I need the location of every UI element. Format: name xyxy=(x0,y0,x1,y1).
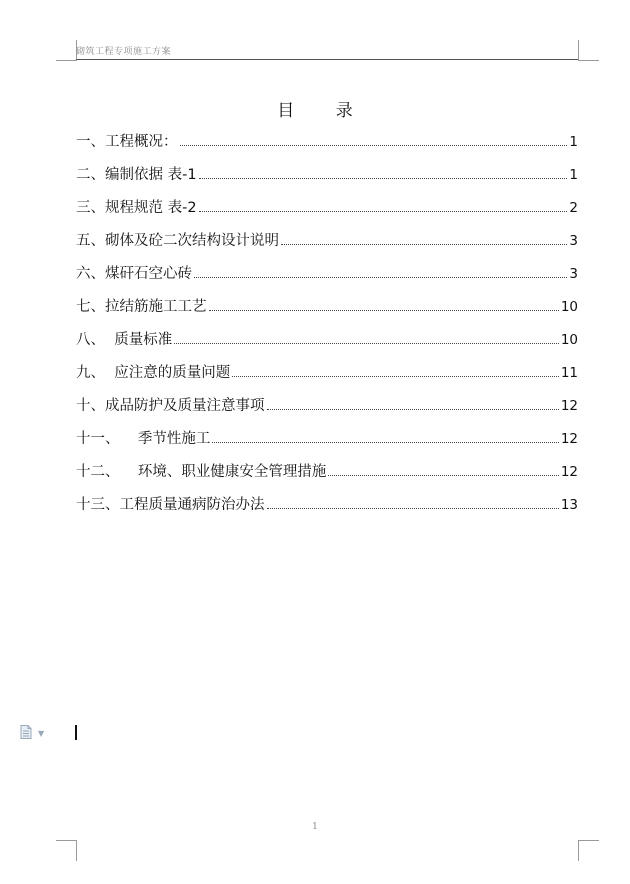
toc-title: 目 录 xyxy=(277,101,371,121)
toc-entry[interactable] xyxy=(76,130,578,163)
toc-entry-label: 八、 质量标准 xyxy=(76,332,173,348)
toc-entry-label: 六、煤矸石空心砖 xyxy=(76,266,192,282)
toc-entry-label: 一、工程概况： xyxy=(76,134,178,150)
toc-entry[interactable] xyxy=(76,394,578,427)
toc-entry-page: 11 xyxy=(560,365,578,381)
toc-list xyxy=(76,130,578,526)
toc-entry-page: 1 xyxy=(569,134,578,150)
toc-entry-label: 七、拉结筋施工工艺 xyxy=(76,299,207,315)
toc-entry[interactable] xyxy=(76,427,578,460)
document-icon[interactable] xyxy=(20,725,32,739)
toc-entry[interactable] xyxy=(76,328,578,361)
toc-entry[interactable] xyxy=(76,163,578,196)
margin-corner-bottom-right xyxy=(578,840,599,861)
toc-dot-leader xyxy=(209,309,559,311)
toc-entry-label: 十二、 环境、职业健康安全管理措施 xyxy=(76,464,327,480)
margin-corner-top-left xyxy=(56,40,77,61)
toc-dot-leader xyxy=(267,408,559,410)
toc-entry-label: 十、成品防护及质量注意事项 xyxy=(76,398,265,414)
toc-entry-page: 12 xyxy=(560,398,578,414)
toc-entry-label: 五、砌体及砼二次结构设计说明 xyxy=(76,233,279,249)
toc-entry-label: 三、规程规范 表-2 xyxy=(76,200,197,216)
toc-entry-label: 十三、工程质量通病防治办法 xyxy=(76,497,265,513)
toc-entry-page: 13 xyxy=(560,497,578,513)
page-header-text: 砌筑工程专项施工方案 xyxy=(76,47,172,57)
toc-entry[interactable] xyxy=(76,295,578,328)
toc-entry[interactable] xyxy=(76,196,578,229)
toc-entry-page: 10 xyxy=(560,299,578,315)
toc-entry[interactable] xyxy=(76,361,578,394)
toc-dot-leader xyxy=(180,144,568,146)
toc-entry-page: 10 xyxy=(560,332,578,348)
page-number: 1 xyxy=(312,822,318,832)
toc-entry[interactable] xyxy=(76,460,578,493)
toc-dot-leader xyxy=(328,474,558,476)
toc-dot-leader xyxy=(232,375,559,377)
toc-dot-leader xyxy=(174,342,559,344)
toc-entry-page: 3 xyxy=(569,266,578,282)
toc-dot-leader xyxy=(194,276,567,278)
toc-dot-leader xyxy=(199,210,568,212)
toc-entry-page: 3 xyxy=(569,233,578,249)
toc-entry-page: 12 xyxy=(560,431,578,447)
toc-dot-leader xyxy=(199,177,568,179)
text-cursor xyxy=(75,725,77,740)
margin-corner-top-right xyxy=(578,40,599,61)
toc-entry-label: 二、编制依据 表-1 xyxy=(76,167,197,183)
toc-dot-leader xyxy=(212,441,558,443)
margin-corner-bottom-left xyxy=(56,840,77,861)
toc-dot-leader xyxy=(281,243,567,245)
toc-entry-page: 12 xyxy=(560,464,578,480)
toc-dot-leader xyxy=(267,507,559,509)
toc-entry[interactable] xyxy=(76,262,578,295)
header-rule xyxy=(76,59,578,60)
toc-entry[interactable] xyxy=(76,229,578,262)
toc-entry[interactable] xyxy=(76,493,578,526)
toc-entry-page: 2 xyxy=(569,200,578,216)
toc-entry-page: 1 xyxy=(569,167,578,183)
chevron-down-icon[interactable]: ▼ xyxy=(38,729,45,738)
toc-entry-label: 九、 应注意的质量问题 xyxy=(76,365,231,381)
toc-entry-label: 十一、 季节性施工 xyxy=(76,431,211,447)
